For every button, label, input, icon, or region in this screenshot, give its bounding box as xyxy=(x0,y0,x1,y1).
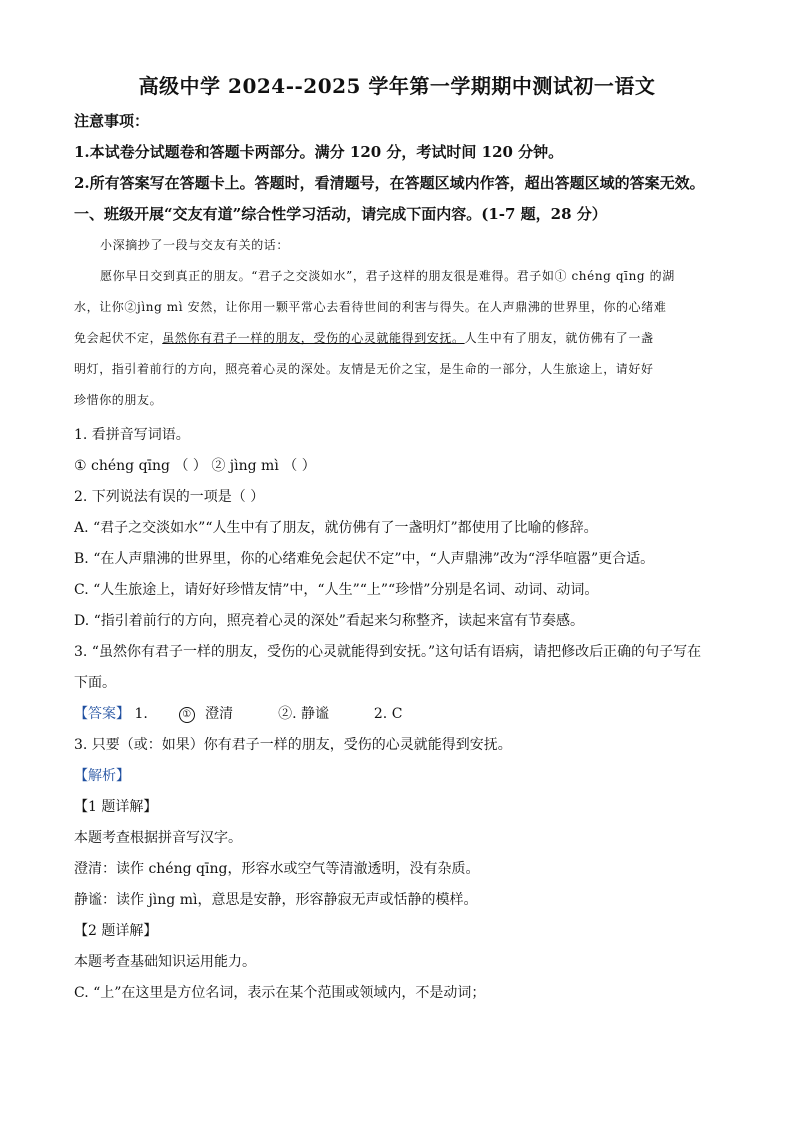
passage-intro: 小深摘抄了一段与交友有关的话： xyxy=(100,238,290,252)
passage-line-5: 珍惜你的朋友。 xyxy=(74,393,163,407)
question-2-option-b: B. “在人声鼎沸的世界里，你的心绪难免会起伏不定”中，“人声鼎沸”改为“浮华喧嚣”更合适。 xyxy=(74,551,655,567)
analysis-q1-line-2: 澄清：读作 chéng qīng，形容水或空气等清澈透明，没有杂质。 xyxy=(74,861,480,877)
section-1-heading: 一、班级开展“交友有道”综合性学习活动，请完成下面内容。(1-7 题，28 分） xyxy=(74,205,607,223)
notes-item-1: 1.本试卷分试题卷和答题卡两部分。满分 120 分，考试时间 120 分钟。 xyxy=(74,143,564,161)
question-2-option-a: A. “君子之交淡如水”“人生中有了朋友，就仿佛有了一盏明灯”都使用了比喻的修辞。 xyxy=(74,520,598,536)
notes-item-2: 2.所有答案写在答题卡上。答题时，看清题号，在答题区域内作答，超出答题区域的答案无效。 xyxy=(74,174,705,192)
answer-label: 【答案】 xyxy=(74,706,130,722)
question-3-line-1: 3. “虽然你有君子一样的朋友，受伤的心灵就能得到安抚。”这句话有语病，请把修改后正确的句子写在 xyxy=(74,644,702,660)
question-1-stem: 1. 看拼音写词语。 xyxy=(74,427,190,443)
passage-line-3-start: 免会起伏不定， xyxy=(74,331,163,345)
notes-heading: 注意事项： xyxy=(74,112,150,130)
question-2-option-d: D. “指引着前行的方向，照亮着心灵的深处”看起来匀称整齐，读起来富有节奏感。 xyxy=(74,613,584,629)
question-2-option-c: C. “人生旅途上，请好好珍惜友情”中，“人生”“上”“珍惜”分别是名词、动词、动词。 xyxy=(74,582,599,598)
answer-q1-first: 澄清 xyxy=(205,706,234,722)
analysis-q1-line-1: 本题考查根据拼音写汉字。 xyxy=(74,830,242,846)
question-2-stem: 2. 下列说法有误的一项是（ ） xyxy=(74,489,265,505)
passage-line-3 xyxy=(74,329,654,346)
passage-line-2: 水，让你②jìng mì 安然，让你用一颗平常心去看待世间的利害与得失。在人声鼎沸的世界里，你的心绪难 xyxy=(74,300,667,314)
answer-marker-1: ① xyxy=(179,707,195,723)
analysis-q2-line-2: C. “上”在这里是方位名词，表示在某个范围或领域内，不是动词； xyxy=(74,985,486,1001)
answer-q1-second: 静谧 xyxy=(300,706,329,722)
analysis-q2-heading: 【2 题详解】 xyxy=(74,923,158,939)
question-3-line-2: 下面。 xyxy=(74,675,116,691)
question-1-items: ① chéng qīng （ ） ② jìng mì （ ） xyxy=(74,458,316,474)
answer-marker-2: ②. xyxy=(278,706,297,722)
analysis-label: 【解析】 xyxy=(74,768,130,784)
answer-q3: 3. 只要（或：如果）你有君子一样的朋友，受伤的心灵就能得到安抚。 xyxy=(74,737,512,753)
answer-line xyxy=(74,703,402,723)
passage-line-1: 愿你早日交到真正的朋友。“君子之交淡如水”，君子这样的朋友很是难得。君子如① chéng qīng 的湖 xyxy=(100,269,675,283)
analysis-q2-line-1: 本题考查基础知识运用能力。 xyxy=(74,954,256,970)
passage-line-4: 明灯，指引着前行的方向，照亮着心灵的深处。友情是无价之宝，是生命的一部分，人生旅途上，请好好 xyxy=(74,362,654,376)
passage-underlined-sentence: 虽然你有君子一样的朋友，受伤的心灵就能得到安抚。 xyxy=(162,331,465,345)
analysis-q1-heading: 【1 题详解】 xyxy=(74,799,158,815)
passage-line-3-end: 人生中有了朋友，就仿佛有了一盏 xyxy=(464,331,654,345)
answer-q2: 2. C xyxy=(373,706,403,722)
answer-q1-number: 1. xyxy=(134,706,148,722)
page-title: 高级中学 2024--2025 学年第一学期期中测试初一语文 xyxy=(138,74,656,98)
analysis-q1-line-3: 静谧：读作 jìng mì，意思是安静，形容静寂无声或恬静的模样。 xyxy=(74,892,478,908)
